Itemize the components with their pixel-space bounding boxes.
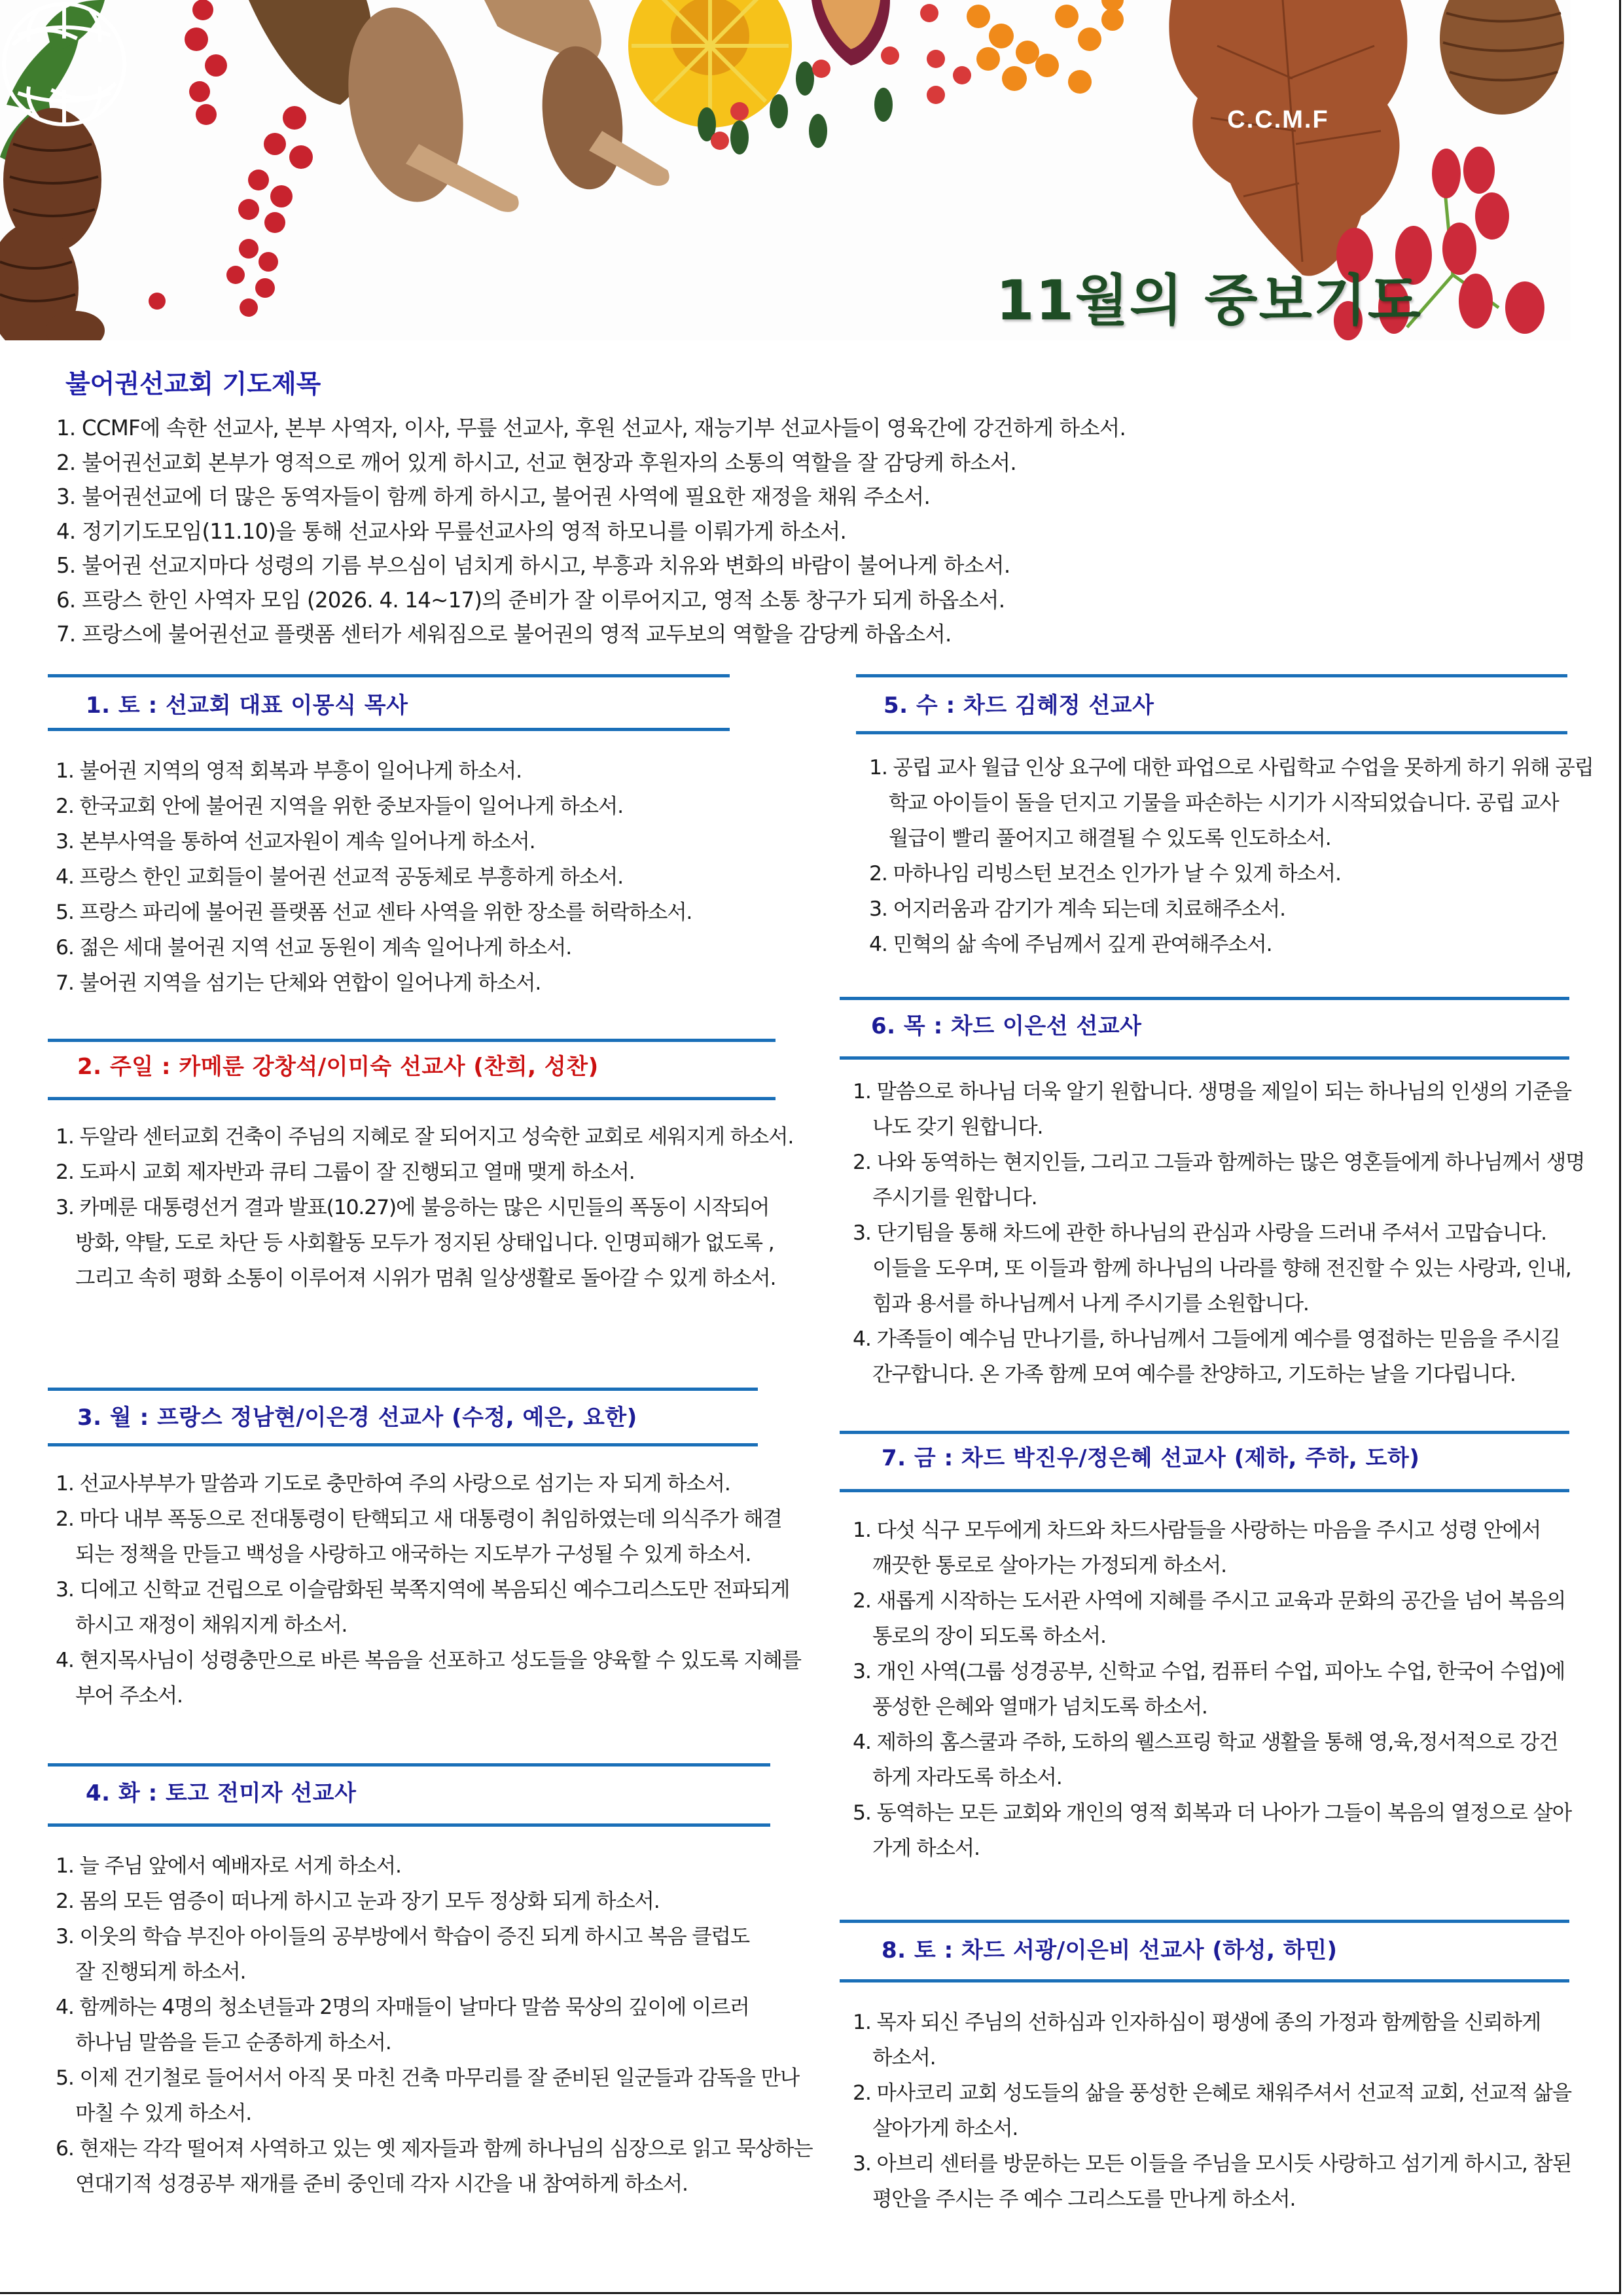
list-item-text: 5. 프랑스 파리에 불어권 플랫폼 선교 센타 사역을 위한 장소를 허락하소서.	[56, 901, 692, 924]
list-item	[853, 1654, 1571, 1725]
list-item-continuation: 주시기를 원합니다.	[872, 1186, 1037, 1210]
list-item-continuation: 하나님 말씀을 듣고 순종하게 하소서.	[75, 2031, 391, 2054]
list-item-continuation: 방화, 약탈, 도로 차단 등 사회활동 모두가 정지된 상태입니다. 인명피해가 없도록 ,	[75, 1231, 774, 1255]
list-item-text: 4. 프랑스 한인 교회들이 불어권 선교적 공동체로 부흥하게 하소서.	[56, 865, 623, 889]
list-item-text: 1. 늘 주님 앞에서 예배자로 서게 하소서.	[56, 1854, 401, 1878]
section-divider	[48, 1097, 776, 1100]
logo-text: C.C.M.F	[1227, 106, 1329, 134]
section-title: 3. 월 : 프랑스 정남현/이은경 선교사 (수정, 예은, 요한)	[77, 1405, 637, 1431]
list-item	[853, 2146, 1571, 2217]
list-item	[56, 1848, 812, 1884]
list-item-text: 3. 개인 사역(그룹 성경공부, 신학교 수업, 컴퓨터 수업, 피아노 수업, 한국어 수업)에	[853, 1660, 1565, 1683]
section-divider	[840, 1489, 1569, 1492]
list-item-continuation: 살아가게 하소서.	[872, 2117, 1018, 2140]
list-item	[56, 1466, 801, 1501]
list-item-continuation: 하시고 재정이 채워지게 하소서.	[75, 1613, 348, 1637]
list-item-continuation: 이들을 도우며, 또 이들과 함께 하나님의 나라를 향해 전진할 수 있는 사랑과, 인내,	[872, 1257, 1571, 1280]
prayer-list	[853, 2005, 1571, 2217]
list-item-text: 2. 몸의 모든 염증이 떠나게 하시고 눈과 장기 모두 정상화 되게 하소서.	[56, 1890, 660, 1913]
section-title: 7. 금 : 차드 박진우/정은혜 선교사 (제하, 주하, 도하)	[882, 1445, 1420, 1471]
section-divider	[48, 1763, 770, 1767]
list-item	[853, 2075, 1571, 2146]
list-item-continuation: 가게 하소서.	[872, 1837, 980, 1860]
list-item	[869, 891, 1594, 927]
section-title: 2. 주일 : 카메룬 강창석/이미숙 선교사 (찬희, 성찬)	[77, 1054, 599, 1080]
list-item-continuation: 마칠 수 있게 하소서.	[75, 2102, 252, 2125]
list-item-continuation: 연대기적 성경공부 재개를 준비 중인데 각자 시간을 내 참여하게 하소서.	[75, 2172, 688, 2196]
prayer-list	[853, 1074, 1584, 1392]
list-item-continuation: 그리고 속히 평화 소통이 이루어져 시위가 멈춰 일상생활로 돌아갈 수 있게 하소서.	[75, 1266, 776, 1290]
list-item-continuation: 간구합니다. 온 가족 함께 모여 예수를 찬양하고, 기도하는 날을 기다립니다.	[872, 1363, 1516, 1386]
list-item	[56, 1884, 812, 1919]
list-item: 2. 불어권선교회 본부가 영적으로 깨어 있게 하시고, 선교 현장과 후원자의 소통의 역할을 잘 감당케 하소서.	[56, 450, 1016, 475]
list-item-text: 4. 함께하는 4명의 청소년들과 2명의 자매들이 날마다 말씀 묵상의 깊이에 이르러	[56, 1996, 749, 2019]
list-item-continuation: 하소서.	[872, 2046, 936, 2070]
list-item	[853, 1795, 1571, 1866]
list-item-continuation: 하게 자라도록 하소서.	[872, 1766, 1062, 1789]
list-item-text: 6. 젊은 세대 불어권 지역 선교 동원이 계속 일어나게 하소서.	[56, 936, 572, 960]
list-item-continuation: 평안을 주시는 주 예수 그리스도를 만나게 하소서.	[872, 2187, 1296, 2211]
list-item-text: 2. 한국교회 안에 불어권 지역을 위한 중보자들이 일어나게 하소서.	[56, 795, 623, 818]
list-item	[56, 1572, 801, 1643]
list-item-text: 4. 제하의 홈스쿨과 주하, 도하의 웰스프링 학교 생활을 통해 영,육,정서적으로 강건	[853, 1731, 1558, 1754]
section-divider	[840, 997, 1569, 1000]
list-item	[853, 1725, 1571, 1795]
section-title: 4. 화 : 토고 전미자 선교사	[86, 1780, 357, 1806]
list-item-text: 3. 이웃의 학습 부진아 아이들의 공부방에서 학습이 증진 되게 하시고 복음 클럽도	[56, 1925, 749, 1948]
list-item-continuation: 깨끗한 통로로 살아가는 가정되게 하소서.	[872, 1554, 1226, 1577]
list-item: 3. 불어권선교에 더 많은 동역자들이 함께 하게 하시고, 불어권 사역에 필요한 재정을 채워 주소서.	[56, 484, 930, 509]
prayer-list	[56, 1466, 801, 1713]
list-item	[853, 1215, 1584, 1321]
list-item	[56, 1119, 793, 1155]
list-item	[56, 2131, 812, 2202]
list-item-text: 3. 단기팀을 통해 차드에 관한 하나님의 관심과 사랑을 드러내 주셔서 고맙습니다.	[853, 1221, 1546, 1245]
section-divider	[48, 1039, 776, 1042]
prayer-list	[869, 750, 1594, 962]
list-item-text: 1. 선교사부부가 말씀과 기도로 충만하여 주의 사랑으로 섬기는 자 되게 하소서.	[56, 1472, 730, 1496]
list-item	[869, 856, 1594, 891]
list-item	[56, 1919, 812, 1990]
prayer-list	[56, 1119, 793, 1296]
list-item	[853, 1513, 1571, 1583]
list-item	[853, 1074, 1584, 1145]
list-item	[56, 753, 692, 789]
prayer-list	[56, 1848, 812, 2202]
list-item-text: 4. 민혁의 삶 속에 주님께서 깊게 관여해주소서.	[869, 933, 1272, 956]
list-item-text: 6. 현재는 각각 떨어져 사역하고 있는 옛 제자들과 함께 하나님의 심장으로 읽고 묵상하는	[56, 2137, 813, 2161]
list-item-text: 3. 디에고 신학교 건립으로 이슬람화된 북쪽지역에 복음되신 예수그리스도만 전파되게	[56, 1578, 790, 1602]
list-item-text: 1. 말씀으로 하나님 더욱 알기 원합니다. 생명을 제일이 되는 하나님의 인생의 기준을	[853, 1080, 1571, 1103]
list-item	[853, 1321, 1584, 1392]
list-item-continuation: 월급이 빨리 풀어지고 해결될 수 있도록 인도하소서.	[889, 827, 1331, 850]
list-item-text: 1. 다섯 식구 모두에게 차드와 차드사람들을 사랑하는 마음을 주시고 성령 안에서	[853, 1518, 1541, 1542]
list-item-text: 2. 마다 내부 폭동으로 전대통령이 탄핵되고 새 대통령이 취임하였는데 의식주가 해결	[56, 1507, 782, 1531]
list-item-continuation: 통로의 장이 되도록 하소서.	[872, 1624, 1106, 1648]
list-item	[56, 789, 692, 824]
list-item-continuation: 풍성한 은혜와 열매가 넘치도록 하소서.	[872, 1695, 1207, 1719]
list-item-text: 2. 마사코리 교회 성도들의 삶을 풍성한 은혜로 채워주셔서 선교적 교회, 선교적 삶을	[853, 2081, 1571, 2105]
section-divider	[48, 1823, 770, 1827]
list-item	[56, 1643, 801, 1713]
list-item	[56, 859, 692, 895]
section-divider	[840, 1920, 1569, 1923]
list-item-text: 2. 새롭게 시작하는 도서관 사역에 지혜를 주시고 교육과 문화의 공간을 넘어 복음의	[853, 1589, 1566, 1613]
list-item	[869, 927, 1594, 962]
prayer-list	[853, 1513, 1571, 1866]
list-item-text: 3. 본부사역을 통하여 선교자원이 계속 일어나게 하소서.	[56, 830, 535, 853]
list-item	[56, 1990, 812, 2060]
list-item-continuation: 잘 진행되게 하소서.	[75, 1960, 246, 1984]
list-item-text: 2. 도파시 교회 제자반과 큐티 그룹이 잘 진행되고 열매 맺게 하소서.	[56, 1160, 635, 1184]
list-item-continuation: 힘과 용서를 하나님께서 나게 주시기를 소원합니다.	[872, 1292, 1309, 1316]
list-item	[56, 2060, 812, 2131]
list-item-text: 1. 두알라 센터교회 건축이 주님의 지혜로 잘 되어지고 성숙한 교회로 세워지게 하소서.	[56, 1125, 794, 1149]
list-item	[869, 750, 1594, 856]
intro-heading: 불어권선교회 기도제목	[65, 370, 321, 399]
section-title: 1. 토 : 선교회 대표 이몽식 목사	[86, 692, 408, 719]
list-item-text: 7. 불어권 지역을 섬기는 단체와 연합이 일어나게 하소서.	[56, 971, 541, 995]
list-item	[853, 2005, 1571, 2075]
list-item	[56, 824, 692, 859]
list-item-text: 2. 나와 동역하는 현지인들, 그리고 그들과 함께하는 많은 영혼들에게 하나님께서 생명	[853, 1151, 1585, 1174]
section-divider	[48, 1443, 758, 1446]
list-item-text: 4. 가족들이 예수님 만나기를, 하나님께서 그들에게 예수를 영접하는 믿음을 주시길	[853, 1327, 1560, 1351]
list-item-text: 3. 아브리 센터를 방문하는 모든 이들을 주님을 모시듯 사랑하고 섬기게 하시고, 참된	[853, 2152, 1571, 2176]
header-banner	[0, 0, 1571, 340]
list-item: 6. 프랑스 한인 사역자 모임 (2026. 4. 14~17)의 준비가 잘 이루어지고, 영적 소통 창구가 되게 하옵소서.	[56, 587, 1005, 613]
section-divider	[48, 674, 730, 677]
list-item: 5. 불어권 선교지마다 성령의 기름 부으심이 넘치게 하시고, 부흥과 치유와 변화의 바람이 불어나게 하소서.	[56, 553, 1010, 578]
list-item	[853, 1145, 1584, 1215]
list-item	[56, 930, 692, 965]
list-item-text: 4. 현지목사님이 성령충만으로 바른 복음을 선포하고 성도들을 양육할 수 있도록 지혜를	[56, 1649, 801, 1672]
list-item-text: 2. 마하나임 리빙스턴 보건소 인가가 날 수 있게 하소서.	[869, 862, 1341, 886]
list-item-text: 3. 카메룬 대통령선거 결과 발표(10.27)에 불응하는 많은 시민들의 폭동이 시작되어	[56, 1196, 770, 1219]
list-item	[56, 895, 692, 930]
section-divider	[48, 728, 730, 731]
ccmf-globe-logo-icon	[0, 0, 128, 128]
list-item	[56, 1155, 793, 1190]
section-title: 6. 목 : 차드 이은선 선교사	[871, 1013, 1142, 1039]
list-item: 7. 프랑스에 불어권선교 플랫폼 센터가 세워짐으로 불어권의 영적 교두보의 역할을 감당케 하옵소서.	[56, 622, 952, 647]
list-item	[853, 1583, 1571, 1654]
page-title: 11월의 중보기도	[996, 268, 1423, 332]
list-item-continuation: 나도 갖기 원합니다.	[872, 1115, 1043, 1139]
list-item	[56, 1190, 793, 1296]
list-item-continuation: 학교 아이들이 돌을 던지고 기물을 파손하는 시기가 시작되었습니다. 공립 교사	[889, 791, 1559, 815]
list-item: 4. 정기기도모임(11.10)을 통해 선교사와 무릎선교사의 영적 하모니를 이뤄가게 하소서.	[56, 518, 847, 544]
list-item	[56, 1501, 801, 1572]
list-item: 1. CCMF에 속한 선교사, 본부 사역자, 이사, 무릎 선교사, 후원 선교사, 재능기부 선교사들이 영육간에 강건하게 하소서.	[56, 416, 1126, 440]
list-item-continuation: 되는 정책을 만들고 백성을 사랑하고 애국하는 지도부가 구성될 수 있게 하소서.	[75, 1543, 751, 1566]
intro-prayer-list	[56, 411, 1126, 652]
list-item-text: 1. 공립 교사 월급 인상 요구에 대한 파업으로 사립학교 수업을 못하게 하기 위해 공립	[869, 756, 1594, 780]
list-item-text: 1. 불어권 지역의 영적 회복과 부흥이 일어나게 하소서.	[56, 759, 522, 783]
section-divider	[840, 1979, 1569, 1982]
section-divider	[856, 731, 1567, 734]
section-title: 8. 토 : 차드 서광/이은비 선교사 (하성, 하민)	[882, 1937, 1338, 1964]
list-item-text: 5. 동역하는 모든 교회와 개인의 영적 회복과 더 나아가 그들이 복음의 열정으로 살아	[853, 1801, 1571, 1825]
section-divider	[48, 1388, 758, 1391]
section-title: 5. 수 : 차드 김혜정 선교사	[883, 692, 1154, 719]
list-item	[56, 965, 692, 1001]
list-item-text: 3. 어지러움과 감기가 계속 되는데 치료해주소서.	[869, 897, 1285, 921]
section-divider	[856, 674, 1567, 677]
list-item-continuation: 부어 주소서.	[75, 1684, 183, 1708]
list-item-text: 5. 이제 건기철로 들어서서 아직 못 마친 건축 마무리를 잘 준비된 일군들과 감독을 만나	[56, 2066, 800, 2090]
section-divider	[840, 1431, 1569, 1434]
prayer-list	[56, 753, 692, 1001]
section-divider	[840, 1056, 1569, 1060]
list-item-text: 1. 목자 되신 주님의 선하심과 인자하심이 평생에 종의 가정과 함께함을 신뢰하게	[853, 2011, 1541, 2034]
